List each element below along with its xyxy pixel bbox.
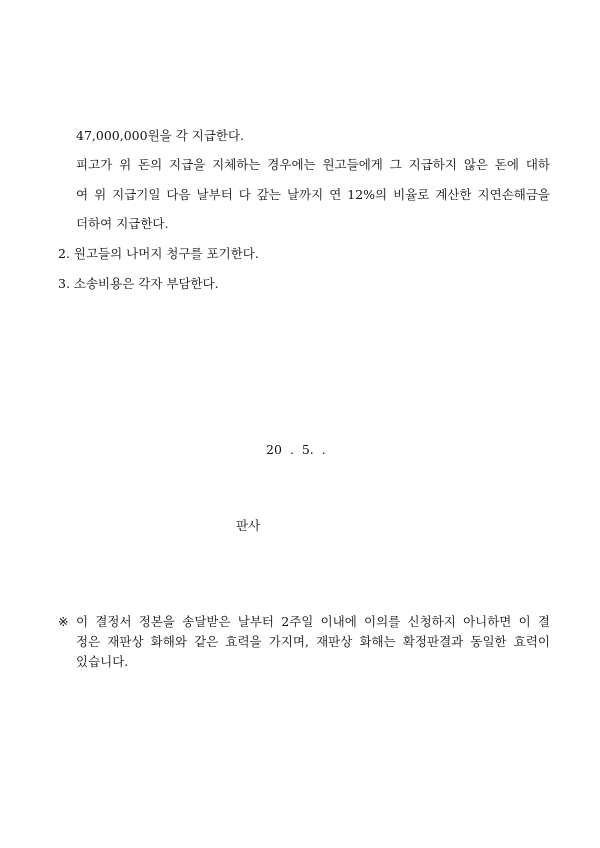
- body-line-delay-2: 여 위 지급기일 다음 날부터 다 갚는 날까지 연 12%의 비율로 계산한 지연손해금을: [76, 187, 550, 202]
- document-date: 20 . 5. .: [266, 442, 326, 457]
- notice-mark: ※: [58, 614, 69, 629]
- notice-line-3: 있습니다.: [76, 654, 129, 669]
- body-line-delay-1: 피고가 위 돈의 지급을 지체하는 경우에는 원고들에게 그 지급하지 않은 돈에 대하: [76, 157, 550, 172]
- notice-line-2: 정은 재판상 화해와 같은 효력을 가지며, 재판상 화해는 확정판결과 동일한 효력이: [76, 634, 550, 649]
- body-line-delay-3: 더하여 지급한다.: [76, 216, 169, 231]
- clause-3: 3. 소송비용은 각자 부담한다.: [58, 276, 219, 291]
- body-line-amount: 47,000,000원을 각 지급한다.: [76, 128, 245, 143]
- notice-line-1: 이 결정서 정본을 송달받은 날부터 2주일 이내에 이의를 신청하지 아니하면 이 결: [76, 614, 550, 629]
- judge-label: 판사: [236, 518, 261, 533]
- clause-2: 2. 원고들의 나머지 청구를 포기한다.: [58, 246, 259, 261]
